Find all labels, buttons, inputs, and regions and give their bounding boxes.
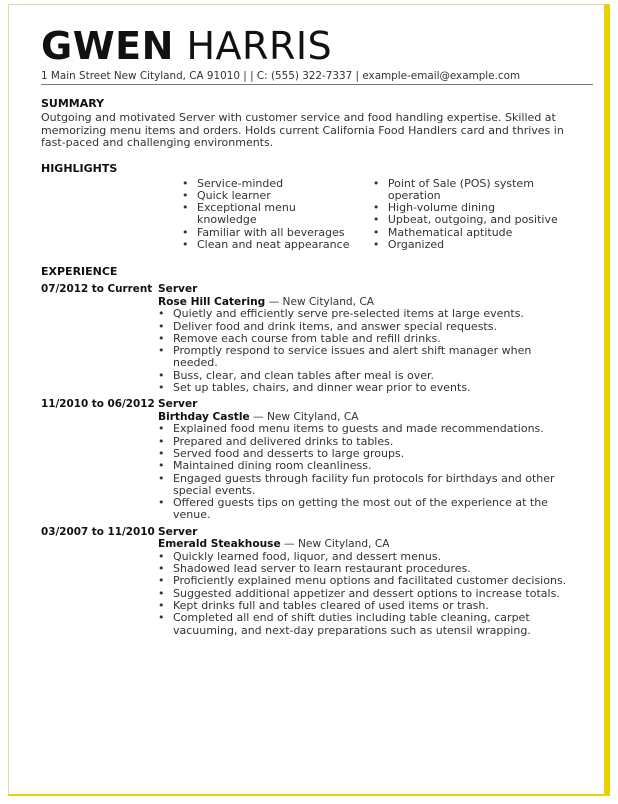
highlights-right-column bbox=[373, 178, 589, 252]
company-name: Birthday Castle bbox=[158, 410, 250, 423]
first-name: GWEN bbox=[41, 24, 174, 68]
highlights-left-column bbox=[182, 178, 359, 252]
summary-text: Outgoing and motivated Server with customer service and food handling expertise. Skilled at memorizing menu items and orders. Holds current California Food Handlers card and thrives in fast-paced and challenging environments. bbox=[41, 111, 564, 149]
job-dates: 07/2012 to Current bbox=[41, 283, 153, 296]
duty-item: • Offered guests tips on getting the most out of the experience at the venue. bbox=[158, 497, 578, 522]
highlight-item: • High-volume dining bbox=[373, 202, 589, 214]
highlights-list bbox=[41, 178, 589, 252]
highlight-item: • Quick learner bbox=[182, 190, 359, 202]
duty-item: • Proficiently explained menu options and facilitated customer decisions. bbox=[158, 575, 578, 587]
contact-info: 1 Main Street New Cityland, CA 91010 | | C: (555) 322-7337 | example-email@example.com bbox=[41, 70, 521, 82]
duty-item: • Buss, clear, and clean tables after meal is over. bbox=[158, 370, 578, 382]
duty-item: • Maintained dining room cleanliness. bbox=[158, 460, 578, 472]
job-duties bbox=[158, 551, 578, 637]
duty-item: • Shadowed lead server to learn restaurant procedures. bbox=[158, 563, 578, 575]
duty-item: • Quickly learned food, liquor, and dessert menus. bbox=[158, 551, 578, 563]
resume-content bbox=[41, 25, 589, 637]
candidate-name bbox=[41, 25, 589, 67]
duty-item: • Suggested additional appetizer and dessert options to increase totals. bbox=[158, 588, 578, 600]
duty-item: • Explained food menu items to guests and made recommendations. bbox=[158, 423, 578, 435]
highlights-heading: HIGHLIGHTS bbox=[41, 161, 118, 175]
highlight-item: • Organized bbox=[373, 239, 589, 251]
highlight-item: • Exceptional menu knowledge bbox=[182, 202, 359, 227]
job-title: Server bbox=[158, 525, 198, 538]
job-entry bbox=[41, 526, 589, 637]
company-name: Emerald Steakhouse bbox=[158, 538, 281, 551]
contact-divider bbox=[41, 69, 593, 85]
duty-item: • Remove each course from table and refill drinks. bbox=[158, 333, 578, 345]
job-details bbox=[158, 398, 578, 521]
duty-item: • Quietly and efficiently serve pre-selected items at large events. bbox=[158, 308, 578, 320]
summary-heading: SUMMARY bbox=[41, 97, 105, 110]
job-employer bbox=[158, 538, 578, 551]
duty-item: • Kept drinks full and tables cleared of used items or trash. bbox=[158, 600, 578, 612]
duty-item: • Completed all end of shift duties including table cleaning, carpet vacuuming, and next-day preparations such as utensil wrapping. bbox=[158, 612, 578, 637]
highlight-item: • Point of Sale (POS) system operation bbox=[373, 178, 589, 203]
job-location: — New Cityland, CA bbox=[265, 295, 375, 308]
duty-item: • Served food and desserts to large groups. bbox=[158, 448, 578, 460]
job-title: Server bbox=[158, 398, 198, 411]
highlight-item: • Service-minded bbox=[182, 178, 359, 190]
company-name: Rose Hill Catering bbox=[158, 295, 266, 308]
job-dates: 11/2010 to 06/2012 bbox=[41, 398, 155, 411]
job-location: — New Cityland, CA bbox=[249, 410, 359, 423]
job-details bbox=[158, 283, 578, 394]
job-details bbox=[158, 526, 578, 637]
resume-page bbox=[8, 4, 610, 796]
last-name: HARRIS bbox=[186, 24, 333, 68]
experience-heading: EXPERIENCE bbox=[41, 265, 118, 279]
duty-item: • Deliver food and drink items, and answer special requests. bbox=[158, 321, 578, 333]
job-duties bbox=[158, 308, 578, 394]
duty-item: • Prepared and delivered drinks to tables. bbox=[158, 436, 578, 448]
highlight-item: • Clean and neat appearance bbox=[182, 239, 359, 251]
job-duties bbox=[158, 423, 578, 521]
job-dates: 03/2007 to 11/2010 bbox=[41, 525, 155, 538]
job-location: — New Cityland, CA bbox=[280, 538, 390, 551]
job-title: Server bbox=[158, 283, 198, 296]
duty-item: • Promptly respond to service issues and alert shift manager when needed. bbox=[158, 345, 578, 370]
highlight-item: • Familiar with all beverages bbox=[182, 227, 359, 239]
duty-item: • Set up tables, chairs, and dinner wear prior to events. bbox=[158, 382, 578, 394]
duty-item: • Engaged guests through facility fun protocols for birthdays and other special events. bbox=[158, 473, 578, 498]
highlight-item: • Mathematical aptitude bbox=[373, 227, 589, 239]
job-entry bbox=[41, 283, 589, 394]
highlight-item: • Upbeat, outgoing, and positive bbox=[373, 214, 589, 226]
job-entry bbox=[41, 398, 589, 521]
